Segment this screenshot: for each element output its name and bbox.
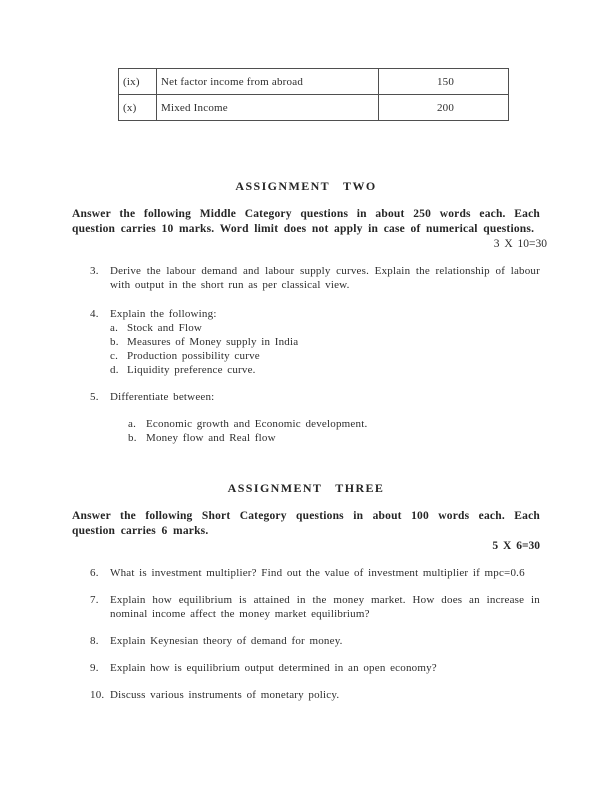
subitem-text: Economic growth and Economic development. (146, 418, 368, 430)
question-6 (72, 566, 540, 580)
question-number: 5. (90, 391, 99, 403)
subitem-letter: b. (128, 432, 137, 444)
question-8 (72, 634, 540, 648)
subitem (110, 321, 540, 335)
subitem-text: Money flow and Real flow (146, 432, 276, 444)
question-text: Derive the labour demand and labour supply curves. Explain the relationship of labour with output in the short run as per classical view. (110, 265, 540, 291)
subitem-text: Liquidity preference curve. (127, 364, 256, 376)
table-row (119, 69, 509, 95)
subitem-text: Production possibility curve (127, 350, 260, 362)
table-row (119, 95, 509, 121)
question-3 (72, 264, 540, 292)
question-text: Explain how equilibrium is attained in the money market. How does an increase in nominal income affect the money market equilibrium? (110, 594, 540, 620)
row-index: (x) (119, 95, 157, 121)
subitem (128, 431, 540, 445)
question-4 (72, 307, 540, 377)
row-value: 150 (379, 69, 509, 95)
subitem (110, 349, 540, 363)
assignment-two-title: ASSIGNMENT TWO (235, 179, 377, 193)
question-number: 10. (90, 689, 105, 701)
question-number: 3. (90, 265, 99, 277)
row-value: 200 (379, 95, 509, 121)
question-text: Explain how is equilibrium output determined in an open economy? (110, 662, 437, 674)
question-number: 9. (90, 662, 99, 674)
question-4-subitems (110, 321, 540, 377)
question-number: 7. (90, 594, 99, 606)
assignment-three-instructions: Answer the following Short Category questions in about 100 words each. Each question carries 6 marks. (72, 510, 540, 537)
row-label: Net factor income from abroad (157, 69, 379, 95)
subitem-letter: a. (110, 322, 119, 334)
question-text: Discuss various instruments of monetary policy. (110, 689, 340, 701)
subitem-letter: c. (110, 350, 119, 362)
question-text: Explain Keynesian theory of demand for money. (110, 635, 343, 647)
row-index: (ix) (119, 69, 157, 95)
question-5-subitems (128, 417, 540, 445)
question-number: 6. (90, 567, 99, 579)
question-text: Differentiate between: (110, 391, 215, 403)
assignment-three-title: ASSIGNMENT THREE (227, 481, 385, 495)
question-9 (72, 661, 540, 675)
question-7 (72, 593, 540, 621)
question-number: 8. (90, 635, 99, 647)
subitem (110, 363, 540, 377)
subitem (128, 417, 540, 431)
subitem-letter: d. (110, 364, 119, 376)
question-5 (72, 390, 540, 445)
question-text: What is investment multiplier? Find out the value of investment multiplier if mpc=0.6 (110, 567, 525, 579)
question-number: 4. (90, 308, 99, 320)
assignment-three-marks: 5 X 6=30 (492, 540, 540, 552)
assignment-two-marks: 3 X 10=30 (493, 238, 547, 250)
question-10 (72, 688, 540, 702)
subitem-text: Stock and Flow (127, 322, 203, 334)
assignment-two-instructions: Answer the following Middle Category questions in about 250 words each. Each question carries 10 marks. Word limit does not apply in case of numerical questions. (72, 208, 540, 235)
income-table (118, 68, 509, 121)
subitem-letter: a. (128, 418, 137, 430)
question-text: Explain the following: (110, 308, 217, 320)
subitem (110, 335, 540, 349)
subitem-letter: b. (110, 336, 119, 348)
subitem-text: Measures of Money supply in India (127, 336, 299, 348)
row-label: Mixed Income (157, 95, 379, 121)
